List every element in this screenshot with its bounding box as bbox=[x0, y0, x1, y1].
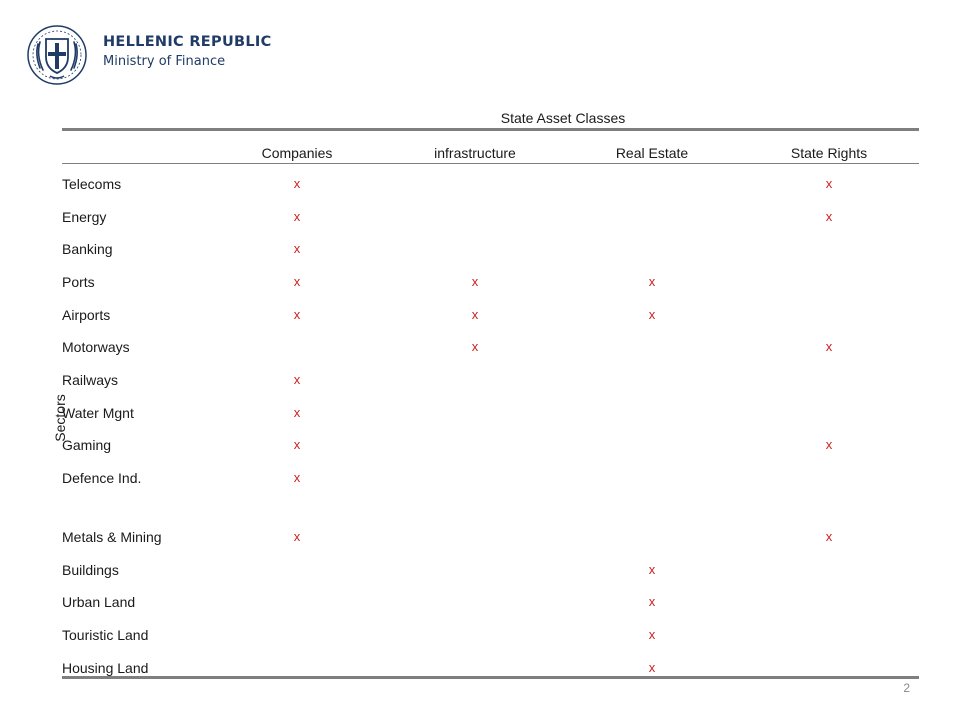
table-row bbox=[0, 529, 960, 549]
x-mark: x bbox=[293, 241, 301, 256]
table-row bbox=[0, 470, 960, 490]
x-mark: x bbox=[648, 627, 656, 642]
row-label: Energy bbox=[62, 209, 107, 225]
hellenic-coat-of-arms-icon bbox=[26, 24, 88, 86]
table-row bbox=[0, 241, 960, 261]
column-header-real-estate: Real Estate bbox=[615, 145, 689, 161]
x-mark: x bbox=[825, 339, 833, 354]
table-row bbox=[0, 339, 960, 359]
x-mark: x bbox=[293, 405, 301, 420]
column-header-infrastructure: infrastructure bbox=[434, 145, 516, 161]
row-label: Gaming bbox=[62, 437, 112, 453]
row-label: Ports bbox=[62, 274, 95, 290]
x-mark: x bbox=[825, 437, 833, 452]
sectors-axis-label: Sectors bbox=[52, 394, 68, 442]
table-row bbox=[0, 209, 960, 229]
x-mark: x bbox=[471, 274, 479, 289]
table-top-rule bbox=[62, 128, 919, 131]
x-mark: x bbox=[648, 594, 656, 609]
x-mark: x bbox=[293, 209, 301, 224]
table-row bbox=[0, 372, 960, 392]
table-row bbox=[0, 176, 960, 196]
x-mark: x bbox=[648, 660, 656, 675]
row-label: Motorways bbox=[62, 339, 130, 355]
x-mark: x bbox=[825, 529, 833, 544]
header-subtitle: Ministry of Finance bbox=[103, 54, 226, 69]
row-label: Banking bbox=[62, 241, 113, 257]
row-label: Telecoms bbox=[62, 176, 122, 192]
x-mark: x bbox=[293, 274, 301, 289]
x-mark: x bbox=[825, 209, 833, 224]
x-mark: x bbox=[825, 176, 833, 191]
row-label: Touristic Land bbox=[62, 627, 149, 643]
row-label: Railways bbox=[62, 372, 119, 388]
table-row bbox=[0, 627, 960, 647]
table-row bbox=[0, 437, 960, 457]
table-bottom-rule bbox=[62, 676, 919, 679]
x-mark: x bbox=[293, 372, 301, 387]
column-header-state-rights: State Rights bbox=[790, 145, 868, 161]
row-label: Defence Ind. bbox=[62, 470, 142, 486]
x-mark: x bbox=[293, 176, 301, 191]
x-mark: x bbox=[648, 307, 656, 322]
row-label: Housing Land bbox=[62, 660, 149, 676]
row-label: Airports bbox=[62, 307, 111, 323]
x-mark: x bbox=[293, 307, 301, 322]
x-mark: x bbox=[293, 470, 301, 485]
x-mark: x bbox=[648, 274, 656, 289]
row-label: Urban Land bbox=[62, 594, 136, 610]
x-mark: x bbox=[648, 562, 656, 577]
row-label: Buildings bbox=[62, 562, 119, 578]
column-header-companies: Companies bbox=[261, 145, 333, 161]
x-mark: x bbox=[471, 307, 479, 322]
row-label: Metals & Mining bbox=[62, 529, 162, 545]
page-number: 2 bbox=[903, 681, 910, 695]
x-mark: x bbox=[293, 437, 301, 452]
x-mark: x bbox=[471, 339, 479, 354]
table-row bbox=[0, 307, 960, 327]
row-label: Water Mgnt bbox=[62, 405, 134, 421]
table-row bbox=[0, 594, 960, 614]
table-row bbox=[0, 405, 960, 425]
header-title: HELLENIC REPUBLIC bbox=[103, 34, 272, 50]
table-header-rule bbox=[62, 163, 919, 164]
table-row bbox=[0, 562, 960, 582]
table-row bbox=[0, 274, 960, 294]
x-mark: x bbox=[293, 529, 301, 544]
column-group-header: State Asset Classes bbox=[500, 110, 626, 126]
